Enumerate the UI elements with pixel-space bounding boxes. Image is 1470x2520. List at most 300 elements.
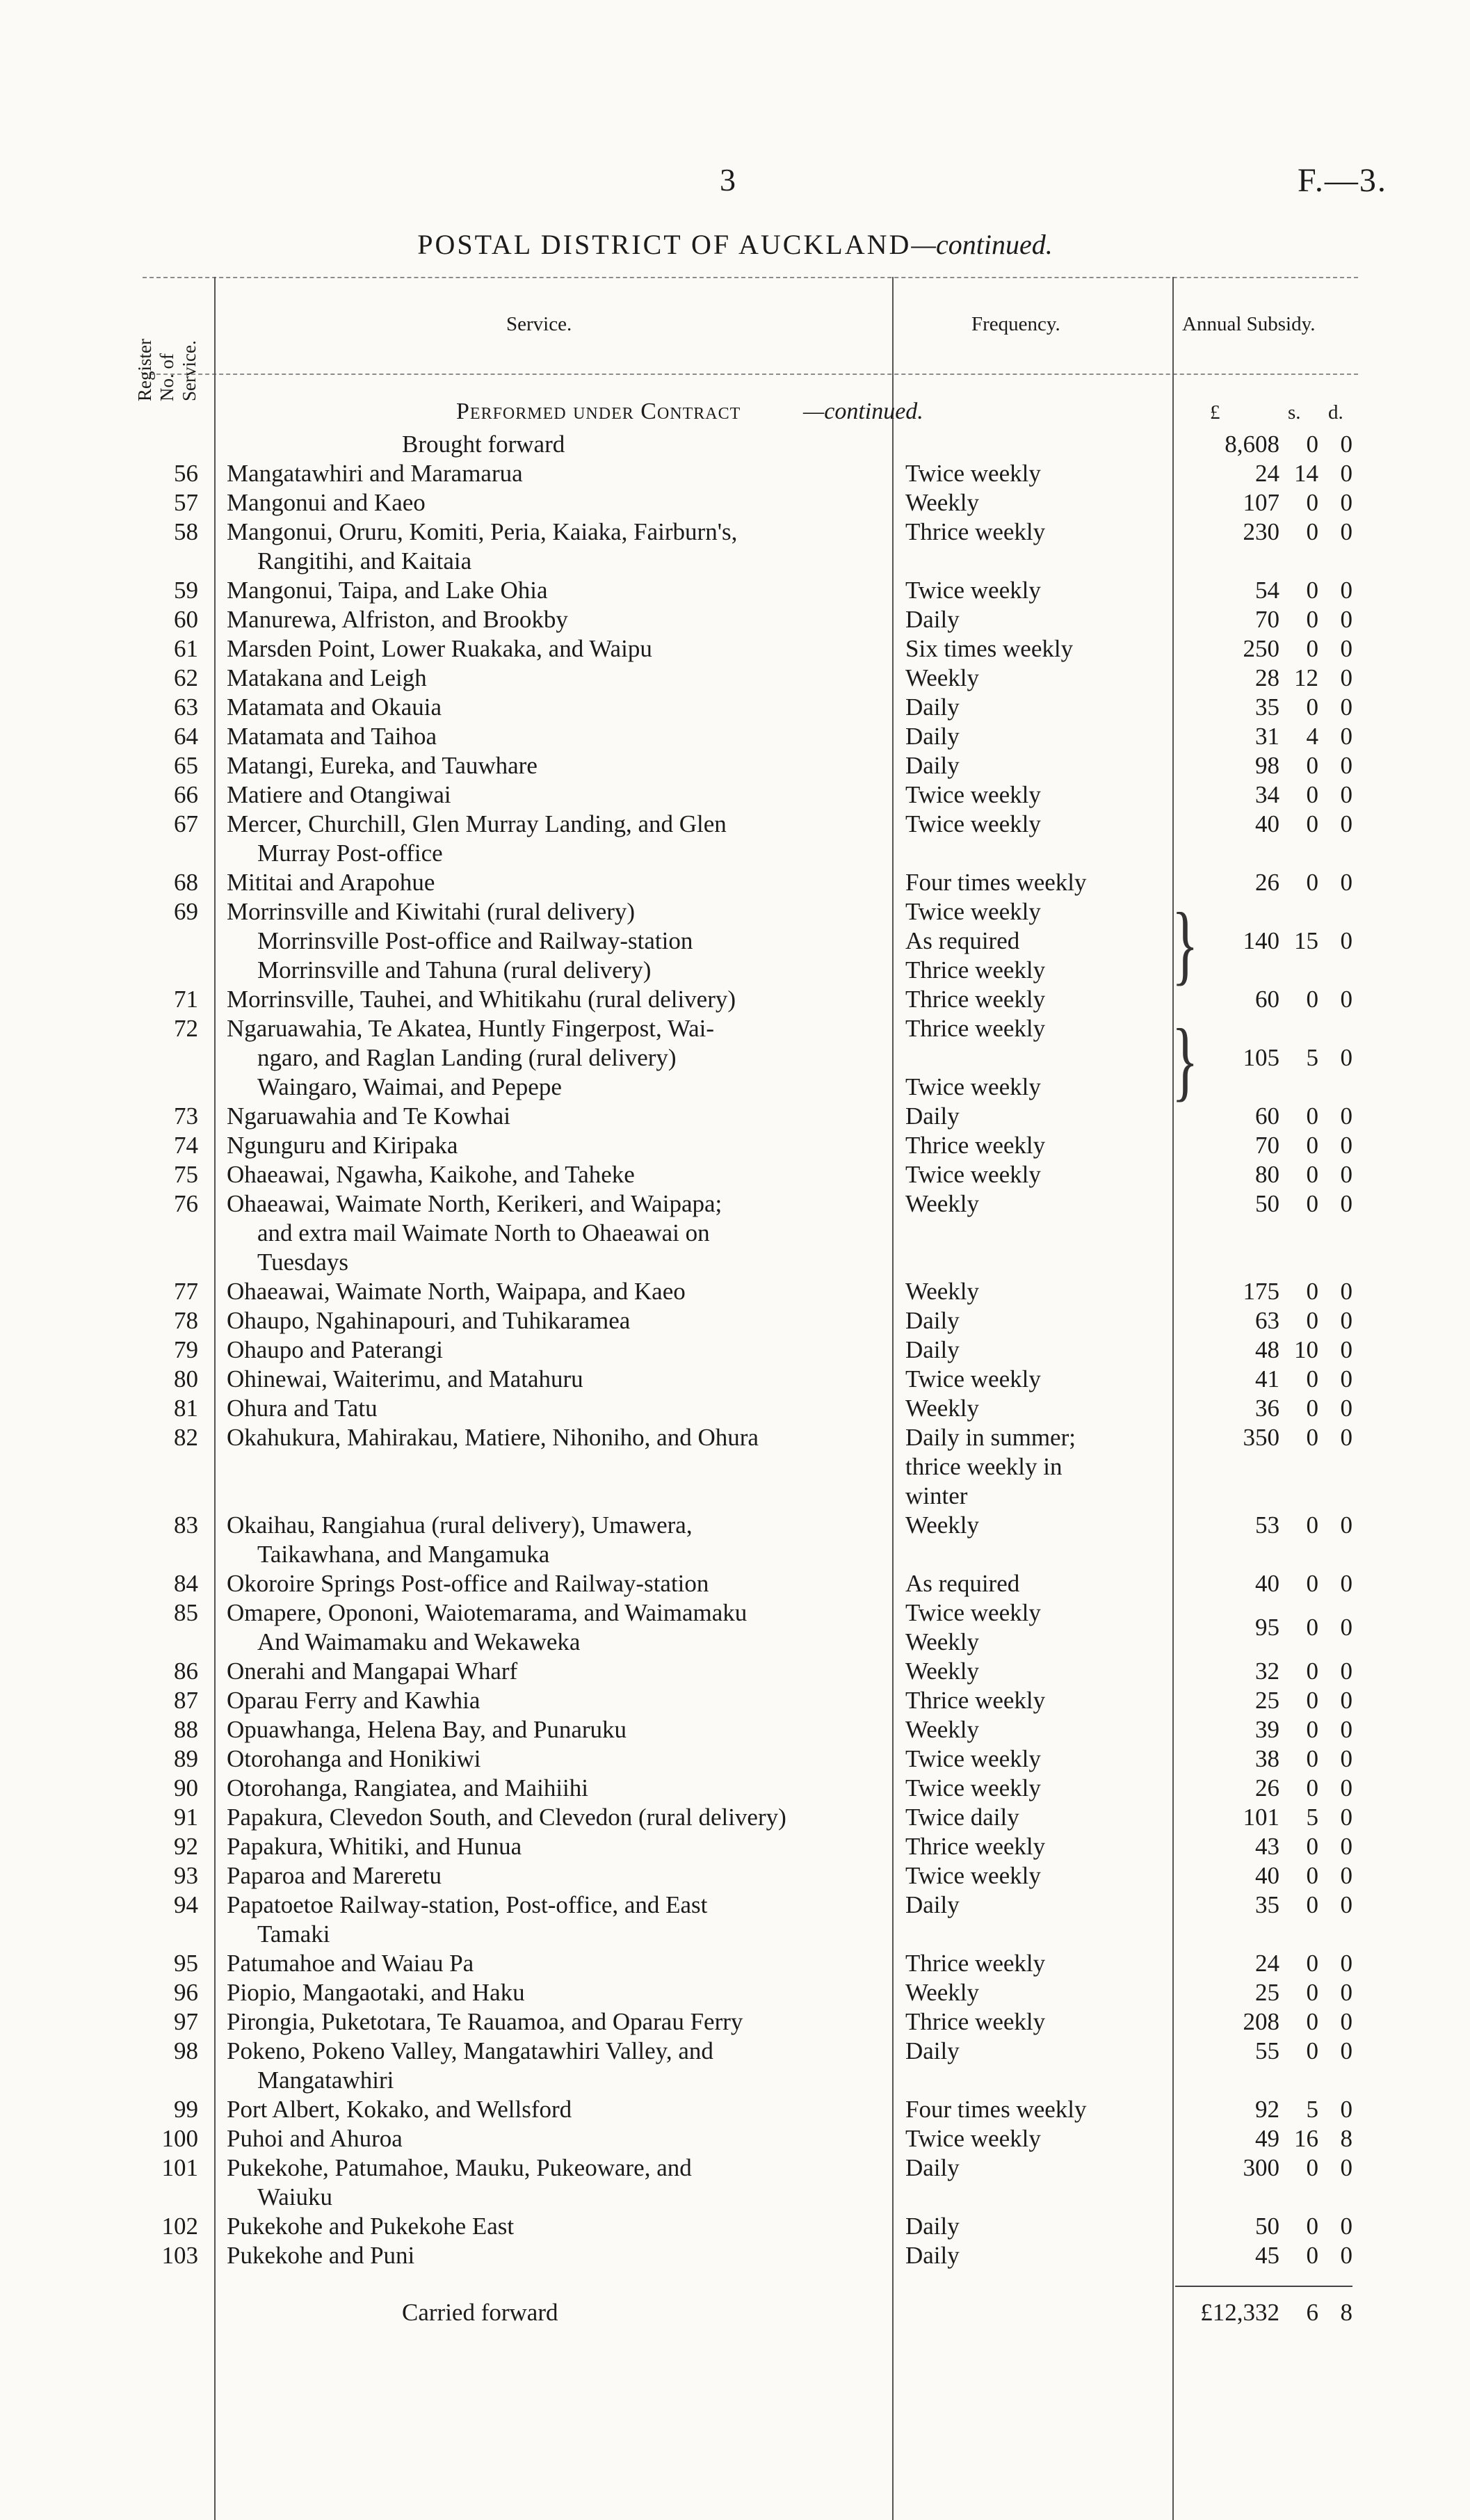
subsidy-pence: 0 bbox=[1340, 1950, 1352, 1977]
service-description: Mangonui, Oruru, Komiti, Peria, Kaiaka, Fairburn's, bbox=[227, 518, 738, 545]
subsidy-pence: 0 bbox=[1340, 1862, 1352, 1889]
service-frequency: Twice weekly bbox=[905, 577, 1041, 604]
register-number: 77 bbox=[174, 1278, 198, 1305]
service-description: Onerahi and Mangapai Wharf bbox=[227, 1658, 518, 1685]
subsidy-pence: 0 bbox=[1340, 2008, 1352, 2035]
service-description: Waiuku bbox=[257, 2183, 332, 2210]
subsidy-pence: 0 bbox=[1340, 2213, 1352, 2240]
subsidy-pence: 0 bbox=[1340, 1979, 1352, 2006]
service-frequency: Thrice weekly bbox=[905, 1950, 1046, 1977]
service-description: Pukekohe and Puni bbox=[227, 2242, 415, 2269]
subsidy-shillings: 0 bbox=[1306, 1862, 1318, 1889]
subsidy-pounds: 50 bbox=[1255, 2213, 1279, 2240]
subsidy-shillings: 0 bbox=[1306, 1307, 1318, 1334]
section-label: Performed under Contract bbox=[456, 399, 741, 424]
subsidy-pounds: 250 bbox=[1243, 635, 1279, 662]
subsidy-pence: 0 bbox=[1340, 2037, 1352, 2064]
subsidy-pence: 0 bbox=[1340, 781, 1352, 808]
service-description: Paparoa and Mareretu bbox=[227, 1862, 442, 1889]
page-title bbox=[0, 228, 1470, 261]
register-number: 65 bbox=[174, 752, 198, 779]
service-frequency: Thrice weekly bbox=[905, 1833, 1046, 1860]
section-suffix: —continued. bbox=[803, 399, 923, 424]
service-description: Matakana and Leigh bbox=[227, 664, 427, 691]
service-description: Morrinsville and Kiwitahi (rural delivery) bbox=[227, 898, 636, 925]
subsidy-shillings: 0 bbox=[1306, 781, 1318, 808]
subsidy-pence: 0 bbox=[1340, 518, 1352, 545]
register-number: 88 bbox=[174, 1716, 198, 1743]
brace-group-69: } bbox=[1172, 896, 1199, 995]
subsidy-pounds: 40 bbox=[1255, 1862, 1279, 1889]
service-frequency: Twice weekly bbox=[905, 1862, 1041, 1889]
subsidy-pounds: 35 bbox=[1255, 1891, 1279, 1918]
subsidy-pence: 0 bbox=[1340, 1365, 1352, 1393]
register-number: 58 bbox=[174, 518, 198, 545]
subsidy-pence: 0 bbox=[1340, 723, 1352, 750]
subsidy-pounds: 55 bbox=[1255, 2037, 1279, 2064]
service-frequency: Twice weekly bbox=[905, 2125, 1041, 2152]
service-description: Ohinewai, Waiterimu, and Matahuru bbox=[227, 1365, 583, 1393]
service-description: Ohaeawai, Waimate North, Kerikeri, and Waipapa; bbox=[227, 1190, 722, 1217]
subsidy-shillings: 0 bbox=[1306, 869, 1318, 896]
register-number: 62 bbox=[174, 664, 198, 691]
subsidy-pounds: 140 bbox=[1243, 927, 1279, 954]
subsidy-shillings: 0 bbox=[1306, 2213, 1318, 2240]
subsidy-pence: 0 bbox=[1340, 752, 1352, 779]
subsidy-shillings: 0 bbox=[1306, 1102, 1318, 1130]
register-number: 102 bbox=[161, 2213, 198, 2240]
register-header-line: Register bbox=[134, 339, 155, 401]
service-description: Rangitihi, and Kaitaia bbox=[257, 547, 472, 575]
register-number: 94 bbox=[174, 1891, 198, 1918]
subsidy-pence: 0 bbox=[1340, 606, 1352, 633]
subsidy-pounds: 26 bbox=[1255, 869, 1279, 896]
subsidy-pounds: 25 bbox=[1255, 1979, 1279, 2006]
service-frequency: Daily bbox=[905, 2213, 960, 2240]
subsidy-pounds: 95 bbox=[1255, 1614, 1279, 1641]
header-top-rule bbox=[143, 277, 1358, 278]
subsidy-pence: 0 bbox=[1340, 1424, 1352, 1451]
register-number: 89 bbox=[174, 1745, 198, 1772]
subsidy-pence: 0 bbox=[1340, 1833, 1352, 1860]
subsidy-shillings: 0 bbox=[1306, 635, 1318, 662]
subsidy-pounds: 41 bbox=[1255, 1365, 1279, 1393]
register-number: 90 bbox=[174, 1774, 198, 1801]
service-description: Matiere and Otangiwai bbox=[227, 781, 451, 808]
subsidy-shillings: 5 bbox=[1306, 1804, 1318, 1831]
subsidy-pence: 0 bbox=[1340, 810, 1352, 837]
register-number: 93 bbox=[174, 1862, 198, 1889]
carried-forward-label: Carried forward bbox=[402, 2299, 558, 2326]
service-description: Pirongia, Puketotara, Te Rauamoa, and Oparau Ferry bbox=[227, 2008, 743, 2035]
total-rule bbox=[1175, 2286, 1352, 2287]
service-column-header: Service. bbox=[506, 313, 572, 335]
subsidy-pounds: 8,608 bbox=[1225, 431, 1279, 458]
service-description: Matamata and Taihoa bbox=[227, 723, 437, 750]
service-frequency: Thrice weekly bbox=[905, 1687, 1046, 1714]
service-frequency: Thrice weekly bbox=[905, 518, 1046, 545]
subsidy-pounds: 101 bbox=[1243, 1804, 1279, 1831]
subsidy-pounds: 49 bbox=[1255, 2125, 1279, 2152]
subsidy-pounds: 40 bbox=[1255, 1570, 1279, 1597]
subsidy-shillings: 0 bbox=[1306, 2242, 1318, 2269]
subsidy-shillings: 0 bbox=[1306, 986, 1318, 1013]
subsidy-shillings: 0 bbox=[1306, 1658, 1318, 1685]
service-description: And Waimamaku and Wekaweka bbox=[257, 1628, 581, 1655]
subsidy-pence: 0 bbox=[1340, 1687, 1352, 1714]
subsidy-shillings: 0 bbox=[1306, 810, 1318, 837]
service-frequency: Weekly bbox=[905, 1658, 980, 1685]
subsidy-pounds: 26 bbox=[1255, 1774, 1279, 1801]
subsidy-pounds: 70 bbox=[1255, 606, 1279, 633]
subsidy-pence: 0 bbox=[1340, 1307, 1352, 1334]
service-frequency: As required bbox=[905, 927, 1020, 954]
subsidy-shillings: 15 bbox=[1294, 927, 1318, 954]
subsidy-pounds: 48 bbox=[1255, 1336, 1279, 1363]
register-number: 74 bbox=[174, 1132, 198, 1159]
service-frequency: Twice weekly bbox=[905, 1161, 1041, 1188]
register-number: 100 bbox=[161, 2125, 198, 2152]
service-description: Otorohanga and Honikiwi bbox=[227, 1745, 481, 1772]
service-description: Papakura, Whitiki, and Hunua bbox=[227, 1833, 522, 1860]
service-description: Ngaruawahia and Te Kowhai bbox=[227, 1102, 511, 1130]
subsidy-pence: 0 bbox=[1340, 1570, 1352, 1597]
subsidy-shillings: 0 bbox=[1306, 1365, 1318, 1393]
service-frequency: Four times weekly bbox=[905, 2096, 1087, 2123]
subsidy-pence: 0 bbox=[1340, 1614, 1352, 1641]
register-number: 66 bbox=[174, 781, 198, 808]
service-description: Okoroire Springs Post-office and Railway-station bbox=[227, 1570, 709, 1597]
subsidy-pounds: 230 bbox=[1243, 518, 1279, 545]
service-description: Matamata and Okauia bbox=[227, 693, 442, 721]
subsidy-column-header: Annual Subsidy. bbox=[1182, 313, 1316, 335]
service-frequency: thrice weekly in bbox=[905, 1453, 1063, 1480]
title-suffix: —continued. bbox=[911, 229, 1053, 260]
subsidy-pounds: 54 bbox=[1255, 577, 1279, 604]
subsidy-pounds: 36 bbox=[1255, 1395, 1279, 1422]
subsidy-pounds: 38 bbox=[1255, 1745, 1279, 1772]
register-number: 72 bbox=[174, 1015, 198, 1042]
service-frequency: Weekly bbox=[905, 1511, 980, 1539]
service-description: Mangatawhiri bbox=[257, 2066, 394, 2094]
service-frequency: Four times weekly bbox=[905, 869, 1087, 896]
service-frequency: Thrice weekly bbox=[905, 1132, 1046, 1159]
service-description: Matangi, Eureka, and Tauwhare bbox=[227, 752, 538, 779]
subsidy-shillings: 0 bbox=[1306, 518, 1318, 545]
service-description: Taikawhana, and Mangamuka bbox=[257, 1541, 550, 1568]
service-frequency: Twice weekly bbox=[905, 810, 1041, 837]
subsidy-pounds: 300 bbox=[1243, 2154, 1279, 2181]
subsidy-shillings: 0 bbox=[1306, 606, 1318, 633]
subsidy-shillings: 0 bbox=[1306, 1395, 1318, 1422]
subsidy-pounds: 105 bbox=[1243, 1044, 1279, 1071]
service-frequency: Daily bbox=[905, 723, 960, 750]
subsidy-shillings: 6 bbox=[1306, 2299, 1318, 2326]
subsidy-pounds: 34 bbox=[1255, 781, 1279, 808]
service-frequency: Six times weekly bbox=[905, 635, 1074, 662]
service-description: Okaihau, Rangiahua (rural delivery), Umawera, bbox=[227, 1511, 693, 1539]
subsidy-pence: 0 bbox=[1340, 431, 1352, 458]
subsidy-shillings: 0 bbox=[1306, 1687, 1318, 1714]
subsidy-pounds: 32 bbox=[1255, 1658, 1279, 1685]
service-frequency: Daily bbox=[905, 2242, 960, 2269]
register-number: 78 bbox=[174, 1307, 198, 1334]
service-description: Mangatawhiri and Maramarua bbox=[227, 460, 523, 487]
service-frequency: Twice weekly bbox=[905, 1365, 1041, 1393]
register-number: 99 bbox=[174, 2096, 198, 2123]
service-description: Patumahoe and Waiau Pa bbox=[227, 1950, 474, 1977]
register-number: 64 bbox=[174, 723, 198, 750]
subsidy-pounds: 53 bbox=[1255, 1511, 1279, 1539]
register-number: 76 bbox=[174, 1190, 198, 1217]
subsidy-shillings: 0 bbox=[1306, 1774, 1318, 1801]
service-frequency: Twice daily bbox=[905, 1804, 1019, 1831]
service-description: Opuawhanga, Helena Bay, and Punaruku bbox=[227, 1716, 627, 1743]
service-frequency: Daily bbox=[905, 693, 960, 721]
subsidy-pounds: 24 bbox=[1255, 1950, 1279, 1977]
register-number: 67 bbox=[174, 810, 198, 837]
service-description: Ohaupo and Paterangi bbox=[227, 1336, 444, 1363]
register-number: 96 bbox=[174, 1979, 198, 2006]
service-description: Omapere, Opononi, Waiotemarama, and Waimamaku bbox=[227, 1599, 748, 1626]
subsidy-pounds: 70 bbox=[1255, 1132, 1279, 1159]
register-number: 98 bbox=[174, 2037, 198, 2064]
subsidy-shillings: 0 bbox=[1306, 1614, 1318, 1641]
register-number: 81 bbox=[174, 1395, 198, 1422]
subsidy-pence: 0 bbox=[1340, 2242, 1352, 2269]
subsidy-pounds: 35 bbox=[1255, 693, 1279, 721]
service-frequency: Twice weekly bbox=[905, 1745, 1041, 1772]
subsidy-shillings: 0 bbox=[1306, 752, 1318, 779]
subsidy-pence: 0 bbox=[1340, 1395, 1352, 1422]
subsidy-shillings: 5 bbox=[1306, 2096, 1318, 2123]
subsidy-shillings: 4 bbox=[1306, 723, 1318, 750]
register-number: 75 bbox=[174, 1161, 198, 1188]
service-frequency: Daily bbox=[905, 752, 960, 779]
currency-pence-header: d. bbox=[1328, 401, 1343, 424]
service-description: Tamaki bbox=[257, 1920, 330, 1948]
subsidy-shillings: 0 bbox=[1306, 1570, 1318, 1597]
service-description: Piopio, Mangaotaki, and Haku bbox=[227, 1979, 525, 2006]
subsidy-pence: 0 bbox=[1340, 1161, 1352, 1188]
subsidy-pence: 0 bbox=[1340, 460, 1352, 487]
subsidy-pounds: 45 bbox=[1255, 2242, 1279, 2269]
subsidy-pence: 0 bbox=[1340, 1102, 1352, 1130]
subsidy-shillings: 0 bbox=[1306, 1833, 1318, 1860]
subsidy-shillings: 0 bbox=[1306, 693, 1318, 721]
register-number: 63 bbox=[174, 693, 198, 721]
currency-shillings-header: s. bbox=[1288, 401, 1301, 424]
service-frequency: Twice weekly bbox=[905, 898, 1041, 925]
service-description: Okahukura, Mahirakau, Matiere, Nihoniho, and Ohura bbox=[227, 1424, 759, 1451]
column-divider-service bbox=[892, 277, 894, 2520]
subsidy-pounds: £12,332 bbox=[1200, 2299, 1279, 2326]
subsidy-shillings: 0 bbox=[1306, 1950, 1318, 1977]
service-frequency: Daily bbox=[905, 1891, 960, 1918]
subsidy-pence: 0 bbox=[1340, 489, 1352, 516]
subsidy-pence: 8 bbox=[1340, 2125, 1352, 2152]
subsidy-shillings: 0 bbox=[1306, 2037, 1318, 2064]
subsidy-pence: 0 bbox=[1340, 986, 1352, 1013]
service-description: Pukekohe and Pukekohe East bbox=[227, 2213, 515, 2240]
service-description: Papatoetoe Railway-station, Post-office, and East bbox=[227, 1891, 708, 1918]
register-header-line: No. of bbox=[156, 353, 177, 401]
subsidy-shillings: 0 bbox=[1306, 1190, 1318, 1217]
subsidy-pounds: 63 bbox=[1255, 1307, 1279, 1334]
service-frequency: Weekly bbox=[905, 664, 980, 691]
service-description: Murray Post-office bbox=[257, 840, 443, 867]
register-header-line: Service. bbox=[179, 340, 200, 401]
subsidy-pence: 0 bbox=[1340, 577, 1352, 604]
register-number: 57 bbox=[174, 489, 198, 516]
subsidy-pounds: 28 bbox=[1255, 664, 1279, 691]
subsidy-shillings: 12 bbox=[1294, 664, 1318, 691]
register-number: 68 bbox=[174, 869, 198, 896]
service-description: and extra mail Waimate North to Ohaeawai on bbox=[257, 1219, 710, 1246]
service-description: ngaro, and Raglan Landing (rural delivery) bbox=[257, 1044, 677, 1071]
register-number: 59 bbox=[174, 577, 198, 604]
service-description: Pukekohe, Patumahoe, Mauku, Pukeoware, and bbox=[227, 2154, 692, 2181]
subsidy-pence: 0 bbox=[1340, 1278, 1352, 1305]
service-description: Ngunguru and Kiripaka bbox=[227, 1132, 458, 1159]
subsidy-pence: 0 bbox=[1340, 1774, 1352, 1801]
service-description: Morrinsville Post-office and Railway-station bbox=[257, 927, 693, 954]
subsidy-shillings: 0 bbox=[1306, 1161, 1318, 1188]
service-description: Morrinsville and Tahuna (rural delivery) bbox=[257, 956, 652, 984]
register-number: 61 bbox=[174, 635, 198, 662]
service-description: Pokeno, Pokeno Valley, Mangatawhiri Valley, and bbox=[227, 2037, 713, 2064]
service-frequency: winter bbox=[905, 1482, 968, 1509]
register-number: 80 bbox=[174, 1365, 198, 1393]
register-number: 82 bbox=[174, 1424, 198, 1451]
subsidy-shillings: 0 bbox=[1306, 1979, 1318, 2006]
subsidy-pounds: 60 bbox=[1255, 1102, 1279, 1130]
service-frequency: Weekly bbox=[905, 1278, 980, 1305]
subsidy-pounds: 208 bbox=[1243, 2008, 1279, 2035]
service-frequency: Twice weekly bbox=[905, 781, 1041, 808]
service-frequency: Twice weekly bbox=[905, 1073, 1041, 1100]
subsidy-pounds: 98 bbox=[1255, 752, 1279, 779]
subsidy-pounds: 107 bbox=[1243, 489, 1279, 516]
service-frequency: Thrice weekly bbox=[905, 1015, 1046, 1042]
service-description: Otorohanga, Rangiatea, and Maihiihi bbox=[227, 1774, 588, 1801]
service-frequency: Weekly bbox=[905, 1190, 980, 1217]
subsidy-pence: 0 bbox=[1340, 869, 1352, 896]
register-number: 79 bbox=[174, 1336, 198, 1363]
subsidy-pence: 0 bbox=[1340, 635, 1352, 662]
subsidy-shillings: 5 bbox=[1306, 1044, 1318, 1071]
service-frequency: Daily in summer; bbox=[905, 1424, 1076, 1451]
subsidy-pounds: 24 bbox=[1255, 460, 1279, 487]
service-description: Ohaupo, Ngahinapouri, and Tuhikaramea bbox=[227, 1307, 631, 1334]
subsidy-pence: 0 bbox=[1340, 1658, 1352, 1685]
subsidy-shillings: 0 bbox=[1306, 1132, 1318, 1159]
subsidy-shillings: 0 bbox=[1306, 577, 1318, 604]
subsidy-pence: 0 bbox=[1340, 2154, 1352, 2181]
register-column-header bbox=[134, 282, 210, 401]
frequency-column-header: Frequency. bbox=[971, 313, 1060, 335]
subsidy-pence: 0 bbox=[1340, 1336, 1352, 1363]
service-frequency: As required bbox=[905, 1570, 1020, 1597]
register-number: 101 bbox=[161, 2154, 198, 2181]
subsidy-pounds: 25 bbox=[1255, 1687, 1279, 1714]
register-number: 91 bbox=[174, 1804, 198, 1831]
service-description: Oparau Ferry and Kawhia bbox=[227, 1687, 480, 1714]
subsidy-shillings: 0 bbox=[1306, 489, 1318, 516]
subsidy-shillings: 10 bbox=[1294, 1336, 1318, 1363]
subsidy-shillings: 0 bbox=[1306, 1424, 1318, 1451]
service-description: Waingaro, Waimai, and Pepepe bbox=[257, 1073, 562, 1100]
subsidy-shillings: 0 bbox=[1306, 1716, 1318, 1743]
register-number: 95 bbox=[174, 1950, 198, 1977]
subsidy-pence: 0 bbox=[1340, 1511, 1352, 1539]
column-divider-frequency bbox=[1172, 277, 1174, 2520]
register-number: 86 bbox=[174, 1658, 198, 1685]
subsidy-pounds: 60 bbox=[1255, 986, 1279, 1013]
subsidy-pounds: 40 bbox=[1255, 810, 1279, 837]
service-frequency: Weekly bbox=[905, 1716, 980, 1743]
service-description: Ohaeawai, Waimate North, Waipapa, and Kaeo bbox=[227, 1278, 686, 1305]
service-frequency: Weekly bbox=[905, 1395, 980, 1422]
subsidy-pence: 0 bbox=[1340, 664, 1352, 691]
subsidy-shillings: 0 bbox=[1306, 1511, 1318, 1539]
subsidy-pounds: 31 bbox=[1255, 723, 1279, 750]
service-frequency: Daily bbox=[905, 1307, 960, 1334]
service-frequency: Daily bbox=[905, 2154, 960, 2181]
service-frequency: Daily bbox=[905, 1336, 960, 1363]
register-number: 84 bbox=[174, 1570, 198, 1597]
subsidy-pounds: 39 bbox=[1255, 1716, 1279, 1743]
brace-group-72: } bbox=[1172, 1012, 1199, 1111]
service-description: Tuesdays bbox=[257, 1249, 348, 1276]
subsidy-pence: 0 bbox=[1340, 1044, 1352, 1071]
register-number: 69 bbox=[174, 898, 198, 925]
subsidy-pounds: 43 bbox=[1255, 1833, 1279, 1860]
service-frequency: Thrice weekly bbox=[905, 956, 1046, 984]
document-reference: F.—3. bbox=[1298, 162, 1387, 199]
service-frequency: Weekly bbox=[905, 489, 980, 516]
service-description: Marsden Point, Lower Ruakaka, and Waipu bbox=[227, 635, 652, 662]
service-frequency: Twice weekly bbox=[905, 1599, 1041, 1626]
register-number: 73 bbox=[174, 1102, 198, 1130]
service-frequency: Thrice weekly bbox=[905, 986, 1046, 1013]
subsidy-shillings: 16 bbox=[1294, 2125, 1318, 2152]
header-bottom-rule bbox=[143, 374, 1358, 375]
subsidy-shillings: 0 bbox=[1306, 1278, 1318, 1305]
service-frequency: Twice weekly bbox=[905, 460, 1041, 487]
subsidy-pence: 0 bbox=[1340, 1716, 1352, 1743]
service-description: Morrinsville, Tauhei, and Whitikahu (rural delivery) bbox=[227, 986, 736, 1013]
subsidy-pounds: 50 bbox=[1255, 1190, 1279, 1217]
subsidy-pounds: 350 bbox=[1243, 1424, 1279, 1451]
subsidy-pence: 0 bbox=[1340, 1804, 1352, 1831]
service-frequency: Daily bbox=[905, 1102, 960, 1130]
service-description: Manurewa, Alfriston, and Brookby bbox=[227, 606, 568, 633]
subsidy-pence: 8 bbox=[1340, 2299, 1352, 2326]
register-number: 103 bbox=[161, 2242, 198, 2269]
register-number: 97 bbox=[174, 2008, 198, 2035]
column-divider-register bbox=[214, 277, 216, 2520]
subsidy-pence: 0 bbox=[1340, 693, 1352, 721]
subsidy-pence: 0 bbox=[1340, 927, 1352, 954]
title-text: POSTAL DISTRICT OF AUCKLAND bbox=[417, 229, 912, 260]
service-description: Port Albert, Kokako, and Wellsford bbox=[227, 2096, 572, 2123]
service-frequency: Weekly bbox=[905, 1979, 980, 2006]
register-number: 71 bbox=[174, 986, 198, 1013]
register-number: 85 bbox=[174, 1599, 198, 1626]
subsidy-pence: 0 bbox=[1340, 2096, 1352, 2123]
service-description: Ngaruawahia, Te Akatea, Huntly Fingerpost, Wai- bbox=[227, 1015, 715, 1042]
